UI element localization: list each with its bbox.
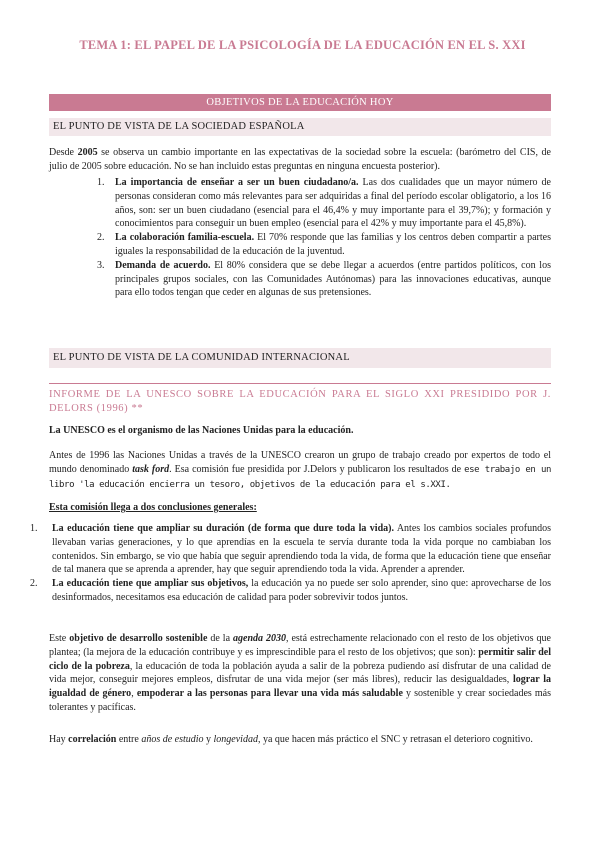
- page-title: TEMA 1: EL PAPEL DE LA PSICOLOGÍA DE LA EDUCACIÓN EN EL S. XXI: [79, 38, 526, 52]
- list-item: 2. La colaboración familia-escuela. El 70% responde que las familias y los centros deben compartir a partes iguales la responsabilidad de la educación de la juventud.: [97, 232, 551, 257]
- list-item: 1. La importancia de enseñar a ser un buen ciudadano/a. Las dos cualidades que un mayor número de personas consideran como más relevantes para ser adquiridas a final del período escolar obligatorio, a los 16 años, son: ser un buen ciudadano (esencial para el 46,4% y muy importante para el 39,7%); y formación y conocimientos para conseguir un buen empleo (esencial para el 42% y muy importante para el 45,8%).: [97, 177, 551, 230]
- correlation-paragraph: Hay correlación entre años de estudio y longevidad, ya que hacen más práctico el SNC y retrasan el deterioro cognitivo.: [49, 734, 533, 745]
- section-heading-international: EL PUNTO DE VISTA DE LA COMUNIDAD INTERNACIONAL: [49, 348, 551, 368]
- intro-paragraph: Desde 2005 se observa un cambio importante en las expectativas de la sociedad sobre la escuela: (barómetro del CIS, de julio de 2005 sobre educación. No se han incluido estas preguntas en ninguna encuesta posterior).: [49, 147, 551, 172]
- objectives-banner: OBJETIVOS DE LA EDUCACIÓN HOY: [49, 94, 551, 111]
- list-item: 3. Demanda de acuerdo. El 80% considera que se debe llegar a acuerdos (entre partidos políticos, con los principales grupos sociales, con las Comunidades Autónomas) para las innovaciones educativas, aunque para ello todos tengan que ceder en algunas de sus pretensiones.: [97, 259, 551, 299]
- list-item: 2. La educación tiene que ampliar sus objetivos, la educación ya no puede ser solo aprender, sino que: aprovecharse de los desinformados, necesitamos esa educación de calidad para poder sobrevivir todos juntos.: [30, 578, 551, 603]
- expectations-list: [83, 176, 551, 300]
- sustainability-paragraph: Este objetivo de desarrollo sostenible de la agenda 2030, está estrechamente relacionado con el resto de los objetivos que plantea; (la mejora de la educación contribuye y es imprescindible para el resto de los objetivos; que son): permitir salir del ciclo de la pobreza, la educación de toda la población ayuda a salir de la pobreza pudiendo así disfrutar de una calidad de vida mejor, conseguir mejores empleos, disfrutar de una vida mejor (ser más libres), reducir las desigualdades, lograr la igualdad de género, empoderar a las personas para llevar una vida más saludable y sostenible y crear sociedades más tolerantes y pacíficas.: [49, 633, 552, 713]
- unesco-statement: La UNESCO es el organismo de las Naciones Unidas para la educación.: [49, 425, 354, 436]
- conclusions-list: [30, 522, 551, 605]
- section-heading-spanish-society: EL PUNTO DE VISTA DE LA SOCIEDAD ESPAÑOLA: [49, 118, 551, 136]
- unesco-report-heading: INFORME DE LA UNESCO SOBRE LA EDUCACIÓN PARA EL SIGLO XXI PRESIDIDO POR J. DELORS (1996) **: [49, 389, 551, 414]
- divider: [49, 383, 551, 384]
- list-item: 1. La educación tiene que ampliar su duración (de forma que dure toda la vida). Antes los cambios sociales profundos llevaban varias generaciones, y lo que aprendías en la escuela te servía durante toda la vida porque no cambiaban los contenidos. Sin embargo, se vio que había que seguir aprendiendo toda la vida, de forma que la educación tiene que enseñar de tal manera que se aprenda a aprender, hay que seguir aprendiendo toda la vida. Aprender a aprender.: [30, 523, 551, 576]
- history-paragraph: Antes de 1996 las Naciones Unidas a través de la UNESCO crearon un grupo de trabajo creado por expertos de todo el mundo denominado task ford. Esa comisión fue presidida por J.Delors y publicaron los resultados de ese trabajo en un libro 'la educación encierra un tesoro, objetivos de la educación para el s.XXI.: [49, 450, 551, 490]
- conclusions-heading: Esta comisión llega a dos conclusiones generales:: [49, 502, 257, 513]
